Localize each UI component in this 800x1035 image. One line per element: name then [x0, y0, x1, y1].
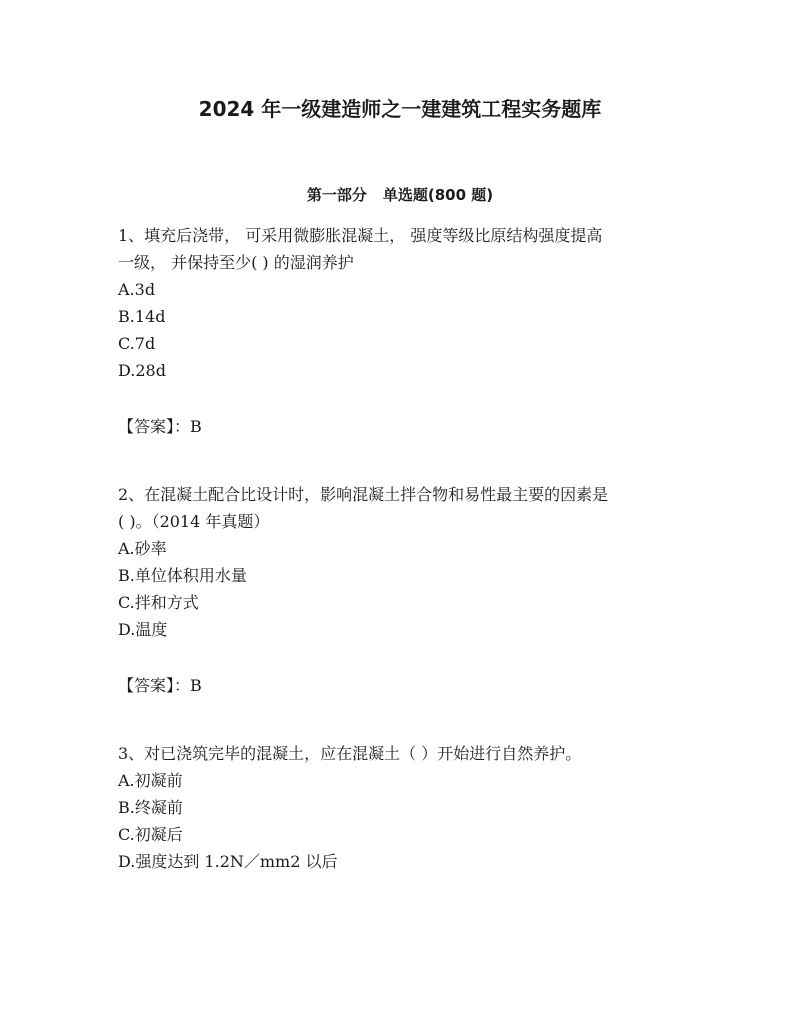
question-stem-line: 2、在混凝土配合比设计时，影响混凝土拌合物和易性最主要的因素是: [118, 485, 609, 504]
question-3: [118, 740, 688, 875]
option-d: D.28d: [118, 361, 166, 380]
question-2: [118, 481, 688, 643]
option-b: B.14d: [118, 307, 166, 326]
answer-2: 【答案】：B: [118, 676, 202, 695]
answer-1: 【答案】：B: [118, 417, 202, 436]
section-name: 单选题(800 题): [382, 186, 494, 204]
question-stem-line: 3、对已浇筑完毕的混凝土，应在混凝土（ ）开始进行自然养护。: [118, 744, 582, 763]
option-c: C.7d: [118, 334, 156, 353]
option-a: A.初凝前: [118, 771, 183, 790]
document-title: 2024 年一级建造师之一建建筑工程实务题库: [198, 97, 602, 121]
section-part: 第一部分: [306, 186, 367, 204]
option-a: A.3d: [118, 280, 156, 299]
option-c: C.初凝后: [118, 825, 183, 844]
section-heading: [0, 184, 800, 206]
option-b: B.单位体积用水量: [118, 566, 247, 585]
question-stem-line: 1、填充后浇带， 可采用微膨胀混凝土， 强度等级比原结构强度提高: [118, 226, 603, 245]
question-stem-line: 一级， 并保持至少( ) 的湿润养护: [118, 253, 354, 272]
question-1: [118, 222, 688, 384]
option-d: D.强度达到 1.2N／mm2 以后: [118, 852, 338, 871]
option-d: D.温度: [118, 620, 168, 639]
question-stem-line: ( )。（2014 年真题）: [118, 512, 270, 531]
option-a: A.砂率: [118, 539, 167, 558]
option-c: C.拌和方式: [118, 593, 199, 612]
option-b: B.终凝前: [118, 798, 183, 817]
